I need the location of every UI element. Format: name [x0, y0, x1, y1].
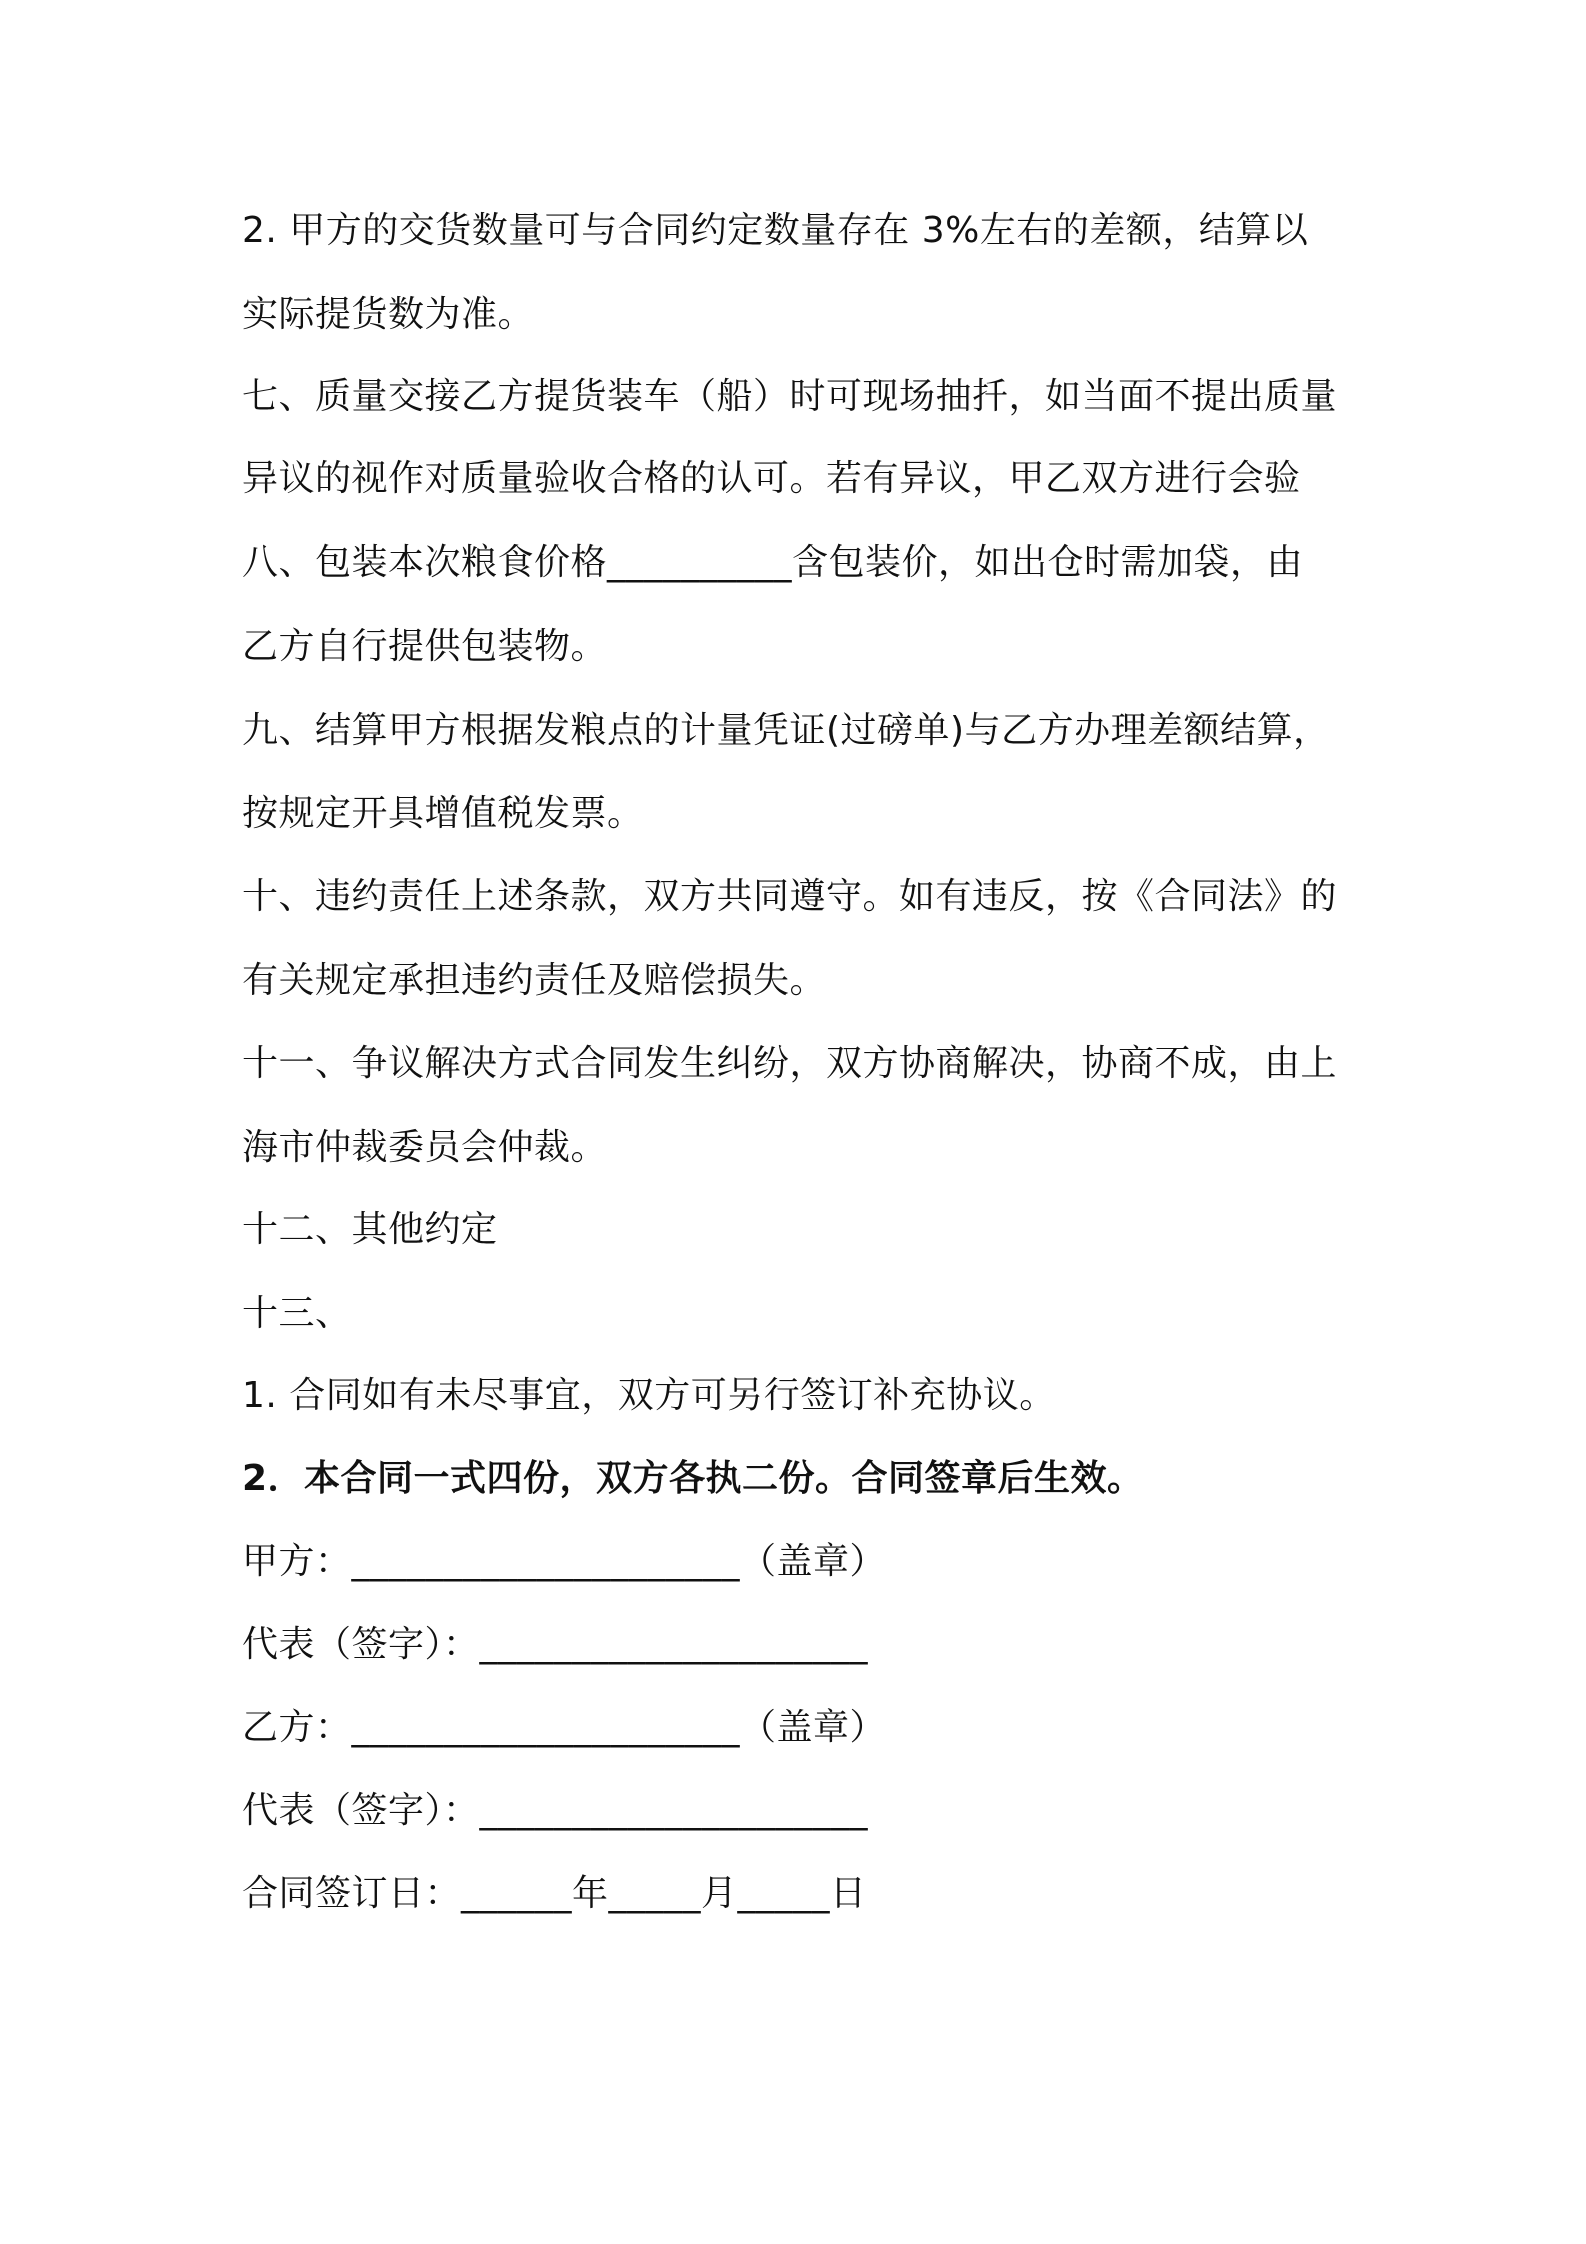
- text-line: 按规定开具增值税发票。: [242, 793, 644, 834]
- text-line: 1. 合同如有未尽事宜，双方可另行签订补充协议。: [242, 1375, 1056, 1416]
- text-line: 实际提货数为准。: [242, 294, 535, 335]
- text-line: 异议的视作对质量验收合格的认可。若有异议，甲乙双方进行会验: [242, 458, 1301, 499]
- signature-line-rep-b: 代表（签字）：_____________________: [242, 1790, 869, 1831]
- signature-line-party-a: 甲方：_____________________（盖章）: [242, 1541, 887, 1582]
- text-line: 乙方自行提供包装物。: [242, 626, 608, 667]
- text-line: 海市仲裁委员会仲裁。: [242, 1127, 608, 1168]
- text-line: 十二、其他约定: [242, 1209, 498, 1250]
- text-line: 2．本合同一式四份，双方各执二份。合同签章后生效。: [242, 1458, 1144, 1499]
- text-line: 九、结算甲方根据发粮点的计量凭证(过磅单)与乙方办理差额结算，: [242, 710, 1330, 751]
- text-line: 2. 甲方的交货数量可与合同约定数量存在 3%左右的差额，结算以: [242, 210, 1309, 251]
- signature-line-party-b: 乙方：_____________________（盖章）: [242, 1707, 887, 1748]
- text-line: 十三、: [242, 1293, 352, 1334]
- text-line: 十、违约责任上述条款，双方共同遵守。如有违反，按《合同法》的: [242, 876, 1338, 917]
- text-line: 七、质量交接乙方提货装车（船）时可现场抽扦，如当面不提出质量: [242, 376, 1338, 417]
- signature-line-rep-a: 代表（签字）：_____________________: [242, 1624, 869, 1665]
- text-line: 十一、争议解决方式合同发生纠纷，双方协商解决，协商不成，由上: [242, 1043, 1338, 1084]
- text-line: 有关规定承担违约责任及赔偿损失。: [242, 960, 827, 1001]
- contract-date-line: 合同签订日：______年_____月_____日: [242, 1873, 867, 1914]
- text-line: 八、包装本次粮食价格__________含包装价，如出仓时需加袋，由: [242, 542, 1304, 583]
